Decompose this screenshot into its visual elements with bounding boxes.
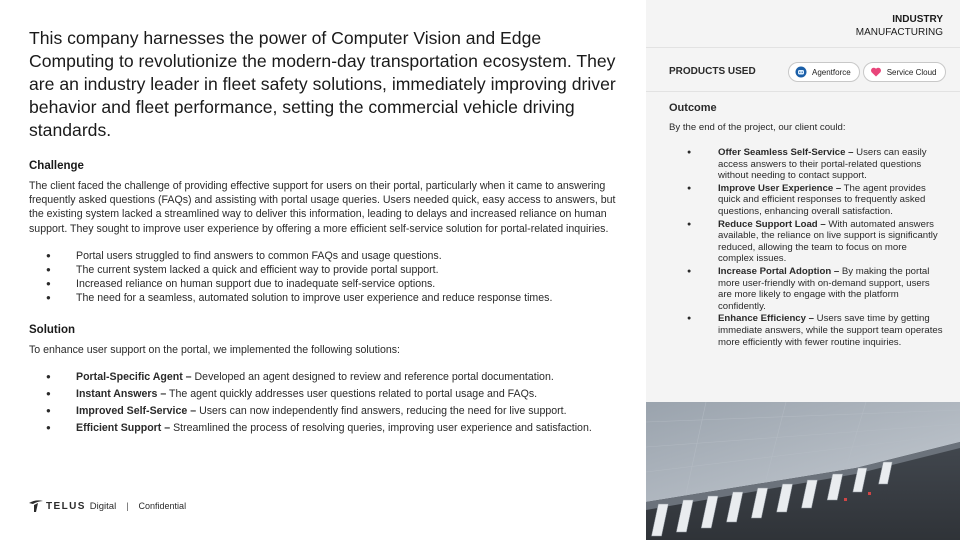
confidential-label: Confidential: [138, 501, 187, 511]
item-label: Portal-Specific Agent –: [76, 370, 192, 383]
list-item: [669, 219, 944, 265]
list-item: [29, 387, 624, 401]
item-label: Improved Self-Service –: [76, 405, 197, 418]
list-item: [669, 266, 944, 312]
challenge-body: The client faced the challenge of providing effective support for users on their portal, particularly when it came to answering frequently asked questions (FAQs) and assisting with portal usage queries. Users needed quick, easy access to answers, but the existing system lacked a streamlined way to deliver this information, leading to delays and increased reliance on human support. They sought to improve user experience by offering a more efficient self-service solution for portal-related inquiries.: [29, 180, 616, 235]
sidebar-panel: [646, 0, 960, 402]
outcome-intro: By the end of the project, our client could:: [669, 122, 846, 133]
list-item: [29, 370, 624, 384]
outcome-title: Outcome: [669, 102, 717, 114]
list-item: [669, 313, 944, 348]
item-text: Streamlined the process of resolving queries, improving user experience and satisfaction.: [170, 422, 592, 435]
list-item: [29, 404, 624, 418]
footer: [29, 500, 186, 512]
list-item: ● The need for a seamless, automated solution to improve user experience and reduce response times.: [29, 291, 624, 305]
challenge-bullets: [29, 249, 624, 306]
list-item: ● The current system lacked a quick and efficient way to provide portal support.: [29, 263, 624, 277]
agentforce-icon: [795, 66, 807, 78]
industry-label: INDUSTRY: [892, 14, 943, 25]
item-text: By making the portal more user-friendly with on-demand support, users are more likely to engage with the platform confidently.: [718, 265, 930, 312]
divider: [646, 47, 960, 48]
list-item: ● Portal users struggled to find answers to common FAQs and usage questions.: [29, 249, 624, 263]
item-text: Users save time by getting immediate answers, while the support team operates more efficiently with fewer routine inquiries.: [718, 313, 943, 348]
item-text: The agent quickly addresses user questions related to portal usage and FAQs.: [166, 388, 538, 401]
product-name: Agentforce: [812, 67, 851, 77]
item-label: Enhance Efficiency –: [718, 313, 814, 325]
main-content: [29, 27, 624, 439]
outcome-bullets: [669, 147, 944, 349]
item-label: Efficient Support –: [76, 422, 171, 435]
warehouse-trucks-photo: [646, 402, 960, 540]
item-label: Reduce Support Load –: [718, 218, 826, 230]
industry-value: MANUFACTURING: [855, 27, 943, 38]
list-item: [669, 183, 944, 218]
item-label: Offer Seamless Self-Service –: [718, 147, 854, 158]
headline: This company harnesses the power of Computer Vision and Edge Computing to revolutionize the modern-day transportation ecosystem. They are an industry leader in fleet safety solutions, immediately improving driver behavior and fleet performance, setting the commercial vehicle driving standards.: [29, 28, 616, 140]
list-item: ● Increased reliance on human support due to inadequate self-service options.: [29, 277, 624, 291]
industry-block: [856, 13, 943, 39]
telus-logo-icon: [29, 500, 43, 512]
product-pill-service-cloud: [863, 62, 946, 82]
product-pill-agentforce: [788, 62, 860, 82]
item-label: Increase Portal Adoption –: [718, 265, 840, 277]
item-text: Users can now independently find answers, reducing the need for live support.: [196, 405, 567, 418]
brand-suffix: Digital: [89, 500, 117, 512]
divider: [646, 91, 960, 92]
heart-icon: [870, 66, 882, 78]
brand-name: TELUS: [46, 500, 86, 512]
products-label: PRODUCTS USED: [669, 66, 756, 77]
item-text: Developed an agent designed to review and reference portal documentation.: [191, 370, 554, 383]
item-text: Users can easily access answers to their portal-related questions without needing to contact support.: [718, 147, 927, 182]
item-label: Instant Answers –: [76, 388, 167, 401]
item-text: With automated answers available, the reliance on live support is significantly reduced, allowing the team to focus on more complex issues.: [718, 218, 938, 265]
challenge-title: Challenge: [29, 160, 84, 172]
list-item: [29, 421, 624, 435]
solution-body: To enhance user support on the portal, we implemented the following solutions:: [29, 343, 401, 356]
solution-title: Solution: [29, 323, 75, 336]
list-item: [669, 147, 944, 182]
product-name: Service Cloud: [886, 67, 937, 77]
solution-bullets: [29, 370, 624, 436]
item-text: The agent provides quick and efficient responses to frequently asked questions, enhancing overall satisfaction.: [718, 182, 926, 217]
footer-separator: |: [126, 501, 129, 511]
item-label: Improve User Experience –: [718, 182, 842, 194]
products-list: [788, 62, 946, 82]
warehouse-illustration: [646, 402, 960, 540]
